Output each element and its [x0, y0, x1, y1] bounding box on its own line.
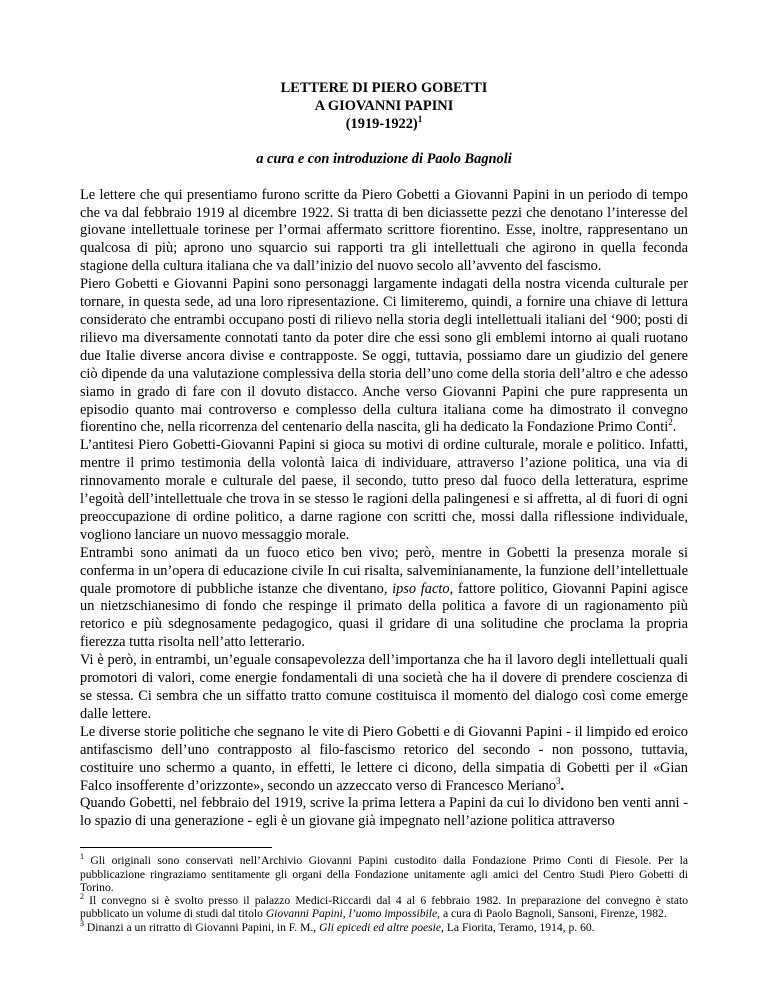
paragraph-6-text: Le diverse storie politiche che segnano le vite di Piero Gobetti e di Giovanni Papini - il limpido ed eroico antifascismo dell’uno contrapposto al filo-fascismo retorico del secondo - non possono, tuttavia, costituire uno schermo a quanto, in effetti, le lettere ci dicono, della simpatia di Gobetti per il «Gian Falco insofferente d’orizzonte», secondo un azzeccato verso di Francesco Meriano	[80, 723, 688, 794]
footnote-3-number: 3	[80, 918, 84, 928]
footnote-3-text-b: , La Fiorita, Teramo, 1914, p. 60.	[441, 920, 595, 934]
footnote-2-text-a: Il convegno si è svolto presso il palazzo Medici-Riccardi dal 4 al 6 febbraio 1982. In preparazione del convegno è stato pubblicato un volume di studi dal titolo	[80, 894, 688, 921]
paragraph-6-end: .	[560, 777, 565, 794]
footnote-separator	[80, 847, 272, 848]
paragraph-4-italic: ipso facto	[392, 580, 450, 597]
paragraph-1: Le lettere che qui presentiamo furono scritte da Piero Gobetti a Giovanni Papini in un periodo di tempo che va dal febbraio 1919 al dicembre 1922. Si tratta di ben diciassette pezzi che denotano l’interesse del giovane intellettuale torinese per l’ormai affermato scrittore fiorentino. Esse, inoltre, rappresentano un qualcosa di più; aprono uno squarcio sui rapporti tra gli intellettuali che agirono in quella feconda stagione della cultura italiana che va dall’inizio del nuovo secolo all’avvento del fascismo.	[80, 186, 688, 275]
paragraph-5: Vi è però, in entrambi, un’eguale consapevolezza dell’importanza che ha il lavoro degli intellettuali quali promotori di valori, come energie fondamentali di una società che ha il dovere di prendere coscienza di se stessa. Ci sembra che un siffatto tratto comune costituisca il momento del dialogo così come emerge dalle lettere.	[80, 652, 688, 722]
title-line-3: (1919-1922)	[345, 115, 418, 132]
document-title	[80, 80, 688, 134]
paragraph-4	[80, 545, 688, 652]
footnote-3-text-a: Dinanzi a un ritratto di Giovanni Papini, in F. M.,	[84, 920, 320, 934]
paragraph-2	[80, 276, 688, 437]
paragraph-3: L’antitesi Piero Gobetti-Giovanni Papini si gioca su motivi di ordine culturale, morale e politico. Infatti, mentre il primo testimonia della volontà laica di individuare, attraverso l’azione politica, una via di rinnovamento morale e culturale del paese, il secondo, tutto preso dal fuoco della letteratura, esprime l’egoità dell’intellettuale che trova in se stesso le ragioni della palingenesi e si affretta, al di fuori di ogni preoccupazione di ordine politico, a darne ragione con scritti che, mossi dalla riflessione individuale, vogliono lanciare un nuovo messaggio morale.	[80, 437, 688, 543]
footnote-ref-3: 3	[556, 775, 561, 786]
paragraph-6	[80, 724, 688, 796]
footnote-1-number: 1	[80, 852, 84, 862]
footnote-3-italic: Gli epicedi ed altre poesie	[319, 920, 442, 934]
title-line-1: LETTERE DI PIERO GOBETTI	[280, 80, 488, 96]
footnote-2	[80, 894, 688, 921]
paragraph-2-text: Piero Gobetti e Giovanni Papini sono personaggi largamente indagati della nostra vicenda culturale per tornare, in questa sede, ad una loro ripresentazione. Ci limiteremo, quindi, a fornire una chiave di lettura considerato che entrambi occupano posti di rilievo nella storia degli intellettuali italiani del ‘900; posti di rilievo ma diversamente connotati tanto da poter dire che essi sono gli emblemi intorno ai quali ruotano due Italie diverse ancora divise e contrapposte. Se oggi, tuttavia, possiamo dare un giudizio del genere ciò dipende da una valutazione complessiva della storia dell’uno come della storia dell’altro e che adesso siamo in grado di fare con il dovuto distacco. Anche verso Giovanni Papini che pure rappresenta un episodio quanto mai controverso e complesso della cultura italiana come ha dimostrato il convegno fiorentino che, nella ricorrenza del centenario della nascita, gli ha dedicato la Fondazione Primo Conti	[80, 276, 688, 436]
footnote-2-italic: Giovanni Papini, l’uomo impossibile	[265, 907, 438, 921]
paragraph-4-text-a: Entrambi sono animati da un fuoco etico ben vivo; però, mentre in Gobetti la presenza morale si conferma in un’opera di educazione civile In cui risalta, salveminianamente, la funzione dell’intellettuale quale promotore di pubbliche istanze che diventano,	[80, 544, 688, 597]
document-subtitle: a cura e con introduzione di Paolo Bagnoli	[256, 150, 512, 167]
footnote-2-text-b: , a cura di Paolo Bagnoli, Sansoni, Firenze, 1982.	[437, 907, 667, 921]
footnote-3	[80, 918, 688, 934]
footnote-1	[80, 854, 688, 894]
footnote-2-number: 2	[80, 892, 84, 902]
paragraph-7: Quando Gobetti, nel febbraio del 1919, scrive la prima lettera a Papini da cui lo dividono ben venti anni - lo spazio di una generazione - egli è un giovane già impegnato nell’azione politica attraverso	[80, 795, 688, 830]
paragraph-4-text-b: , fattore politico, Giovanni Papini agisce un nietzschianesimo di fondo che respinge il primato della politica a favore di un ragionamento più retorico e più sdegnosamente pedagogico, quasi il gridare di una solitudine che proclama la propria fierezza tutta risolta nell’atto letterario.	[80, 580, 688, 651]
title-line-2: A GIOVANNI PAPINI	[314, 97, 454, 114]
footnote-1-text: Gli originali sono conservati nell’Archivio Giovanni Papini custodito dalla Fondazione Primo Conti di Fiesole. Per la pubblicazione ringraziamo sentitamente gli organi della Fondazione unitamente agli amici del Centro Studi Piero Gobetti di Torino.	[80, 854, 688, 894]
document-page	[80, 80, 688, 934]
footnote-ref-1: 1	[417, 114, 423, 125]
footnote-ref-2: 2	[668, 417, 673, 428]
paragraph-2-end: .	[672, 419, 677, 436]
